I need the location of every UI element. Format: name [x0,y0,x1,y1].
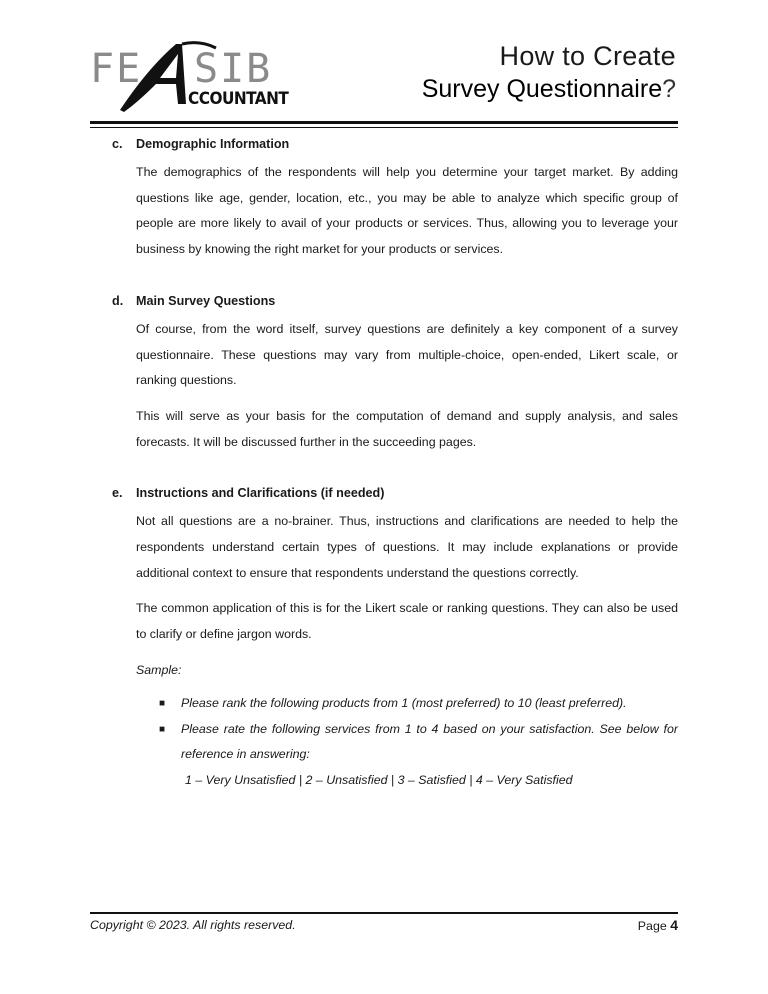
paragraph: The demographics of the respondents will help you determine your target market. By adding questions like age, gender, location, etc., you may be able to analyze which specific group of people are more likely to avail of your products or services. Thus, allowing you to leverage your business by knowing the right market for your products or services. [136,165,678,257]
document-title [422,40,676,106]
header-divider-thin [90,127,678,128]
page-label: Page [637,919,667,933]
list-item-text: Please rank the following products from 1 (most preferred) to 10 (least preferred). [181,695,627,710]
copyright-notice: Copyright © 2023. All rights reserved. [90,918,296,932]
paragraph: The common application of this is for the Likert scale or ranking questions. They can also be used to clarify or define jargon words. [136,601,678,642]
sample-label: Sample: [136,662,182,677]
paragraph: Not all questions are a no-brainer. Thus, instructions and clarifications are needed to help the respondents understand certain types of questions. It may include explanations or provide additional context to ensure that respondents understand the questions correctly. [136,514,678,580]
title-main: Survey Questionnaire [421,75,663,103]
section-title: Main Survey Questions [136,293,276,308]
header-divider-thick [90,121,678,124]
section-main-survey-questions [112,291,678,456]
section-letter: e. [112,486,123,501]
title-line-1: How to Create [499,41,676,71]
section-demographic-information [112,134,678,263]
list-item [159,691,678,717]
sample-list [112,691,678,768]
section-instructions-and-clarifications [112,483,678,793]
list-item [159,717,678,768]
section-letter: d. [112,293,124,308]
rating-scale-legend: 1 – Very Unsatisfied | 2 – Unsatisfied | 3 – Satisfied | 4 – Very Satisfied [185,772,573,787]
section-title: Instructions and Clarifications (if needed) [136,486,385,501]
title-line-2 [422,72,676,106]
title-question-mark: ? [662,75,676,103]
section-heading [112,134,678,154]
paragraph: This will serve as your basis for the computation of demand and supply analysis, and sales forecasts. It will be discussed further in the succeeding pages. [136,408,678,449]
section-heading [112,291,678,311]
svg-text:SIB: SIB [194,46,273,92]
feasib-accountant-logo [90,38,290,118]
paragraph: Of course, from the word itself, survey questions are definitely a key component of a survey questionnaire. These questions may vary from multiple-choice, open-ended, Likert scale, or ranking questions. [136,321,678,388]
svg-text:FE: FE [90,46,143,92]
square-bullet-icon: ■ [159,723,166,735]
section-title: Demographic Information [136,137,290,151]
section-heading [112,483,678,503]
square-bullet-icon: ■ [159,697,166,709]
document-body [112,134,678,821]
footer-divider [90,912,678,914]
svg-text:CCOUNTANT: CCOUNTANT [188,89,289,109]
page-number: 4 [670,917,678,933]
page-indicator [638,916,678,935]
section-letter: c. [112,137,123,151]
list-item-text: Please rate the following services from 1 to 4 based on your satisfaction. See below for reference in answering: [181,721,678,762]
